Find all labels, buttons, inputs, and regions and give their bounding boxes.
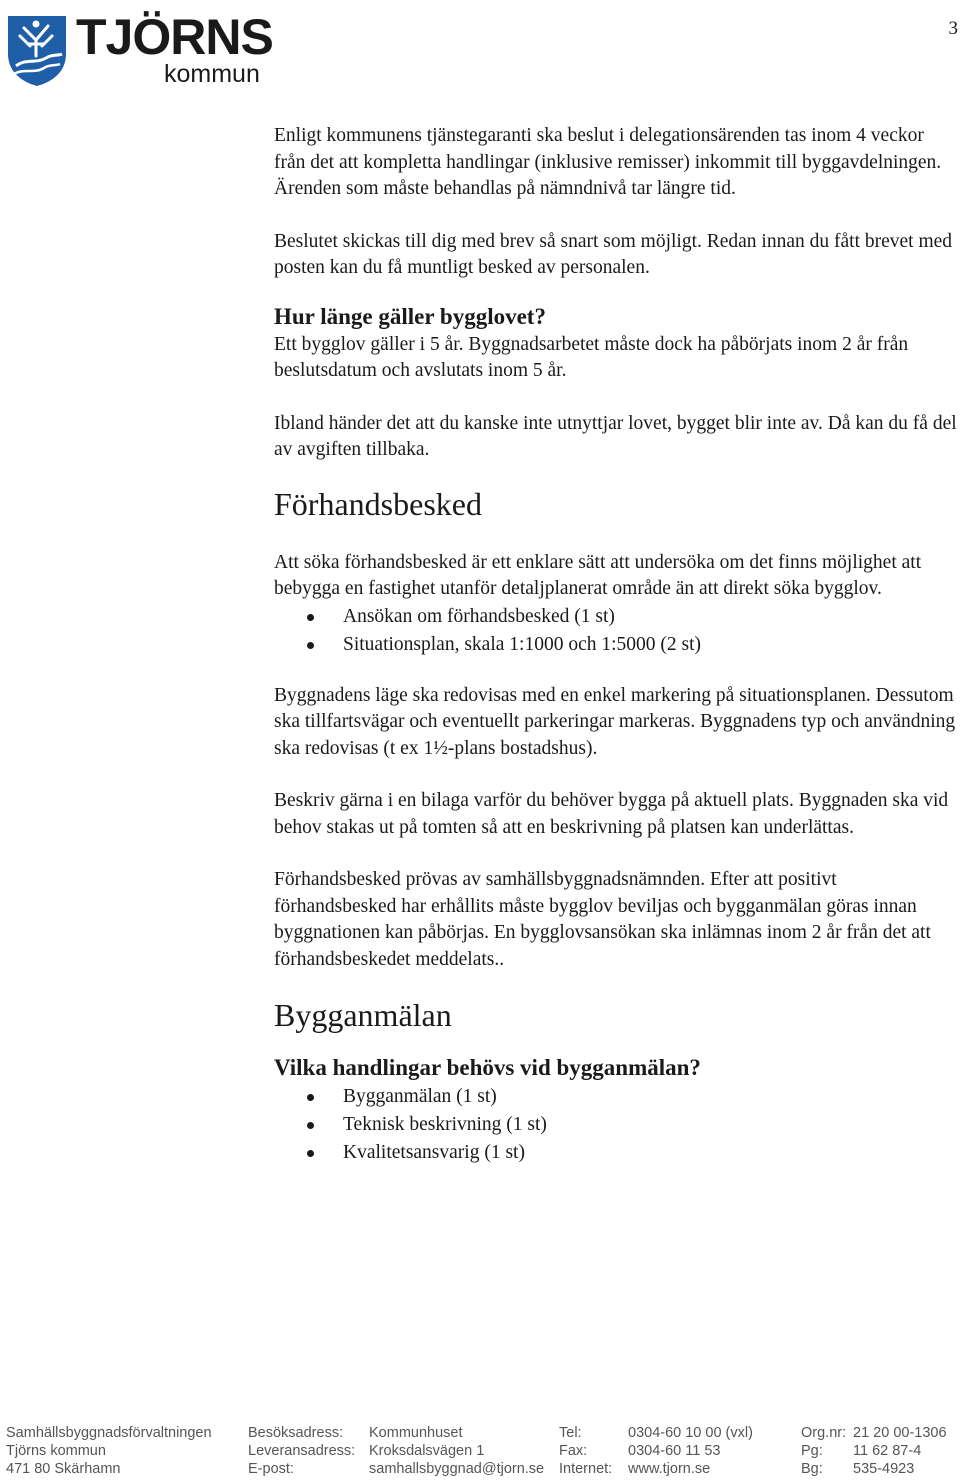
heading-forhandsbesked: Förhandsbesked <box>274 485 482 522</box>
list-item: Situationsplan, skala 1:1000 och 1:5000 (2 st) <box>274 631 960 659</box>
bygganmalan-document-list <box>274 1083 960 1167</box>
bullet-icon <box>307 1150 314 1157</box>
paragraph-service-guarantee: Enligt kommunens tjänstegaranti ska beslut i delegationsärenden tas inom 4 veckor från det att kompletta handlingar (inklusive remisser) inkommit till byggavdelningen. Ärenden som måste behandlas på nämndnivå tar längre tid. <box>274 125 942 199</box>
heading-required-documents: Vilka handlingar behövs vid bygganmälan? <box>274 1055 701 1080</box>
heading-bygglov-validity: Hur länge gäller bygglovet? <box>274 303 546 329</box>
coat-of-arms-icon <box>6 14 68 88</box>
logo-wordmark: TJÖRNS <box>76 9 273 65</box>
page-footer <box>6 1424 960 1478</box>
paragraph-review: Förhandsbesked prövas av samhällsbyggnadsnämnden. Efter att positivt förhandsbesked har erhållits måste bygglov beviljas och bygganmälan göras innan byggnationen kan påbörjas. En bygglovsansökan ska inlämnas inom 2 år från det att förhandsbeskedet meddelats.. <box>274 869 931 970</box>
forhandsbesked-document-list <box>274 603 960 659</box>
list-item: Kvalitetsansvarig (1 st) <box>274 1139 960 1167</box>
bullet-icon <box>307 1094 314 1101</box>
footer-email-link[interactable]: samhallsbyggnad@tjorn.se <box>369 1461 545 1477</box>
page-number: 3 <box>948 18 958 39</box>
paragraph-refund: Ibland händer det att du kanske inte utnyttjar lovet, bygget blir inte av. Då kan du få del av avgiften tillbaka. <box>274 412 957 460</box>
footer-website-link[interactable]: www.tjorn.se <box>628 1461 711 1477</box>
list-item: Bygganmälan (1 st) <box>274 1083 960 1111</box>
document-body <box>274 123 960 1167</box>
logo-subtitle: kommun <box>164 60 260 88</box>
list-item: Ansökan om förhandsbesked (1 st) <box>274 603 960 631</box>
paragraph-validity: Ett bygglov gäller i 5 år. Byggnadsarbetet måste dock ha påbörjats inom 2 år från beslutsdatum och avslutats inom 5 år. <box>274 333 909 381</box>
tjorns-kommun-logo <box>6 10 276 86</box>
bullet-icon <box>307 614 314 621</box>
footer-row: 471 80 Skärhamn E-post: samhallsbyggnad@tjorn.se Internet: www.tjorn.se Bg: 535-4923 <box>6 1461 915 1477</box>
paragraph-decision-letter: Beslutet skickas till dig med brev så snart som möjligt. Redan innan du fått brevet med posten kan du få muntligt besked av personalen. <box>274 230 953 278</box>
heading-bygganmalan: Bygganmälan <box>274 997 452 1033</box>
footer-row: Samhällsbyggnadsförvaltningen Besöksadress: Kommunhuset Tel: 0304-60 10 00 (vxl) Org.nr: 21 20 00-1306 <box>6 1425 947 1441</box>
paragraph-forhandsbesked-intro: Att söka förhandsbesked är ett enklare sätt att undersöka om det finns möjlighet att bebygga en fastighet utanför detaljplanerat område än att direkt söka bygglov. <box>274 551 922 599</box>
list-item: Teknisk beskrivning (1 st) <box>274 1111 960 1139</box>
footer-row: Tjörns kommun Leveransadress: Kroksdalsvägen 1 Fax: 0304-60 11 53 Pg: 11 62 87-4 <box>6 1443 922 1459</box>
paragraph-attachment: Beskriv gärna i en bilaga varför du behöver bygga på aktuell plats. Byggnaden ska vid behov stakas ut på tomten så att en beskrivning på platsen kan underlättas. <box>274 790 949 838</box>
paragraph-building-location: Byggnadens läge ska redovisas med en enkel markering på situationsplanen. Dessutom ska tillfartsvägar och eventuellt parkeringar markeras. Byggnadens typ och användning ska redovisas (t ex 1½-plans bostadshus). <box>274 684 956 759</box>
bullet-icon <box>307 1122 314 1129</box>
bullet-icon <box>307 642 314 649</box>
